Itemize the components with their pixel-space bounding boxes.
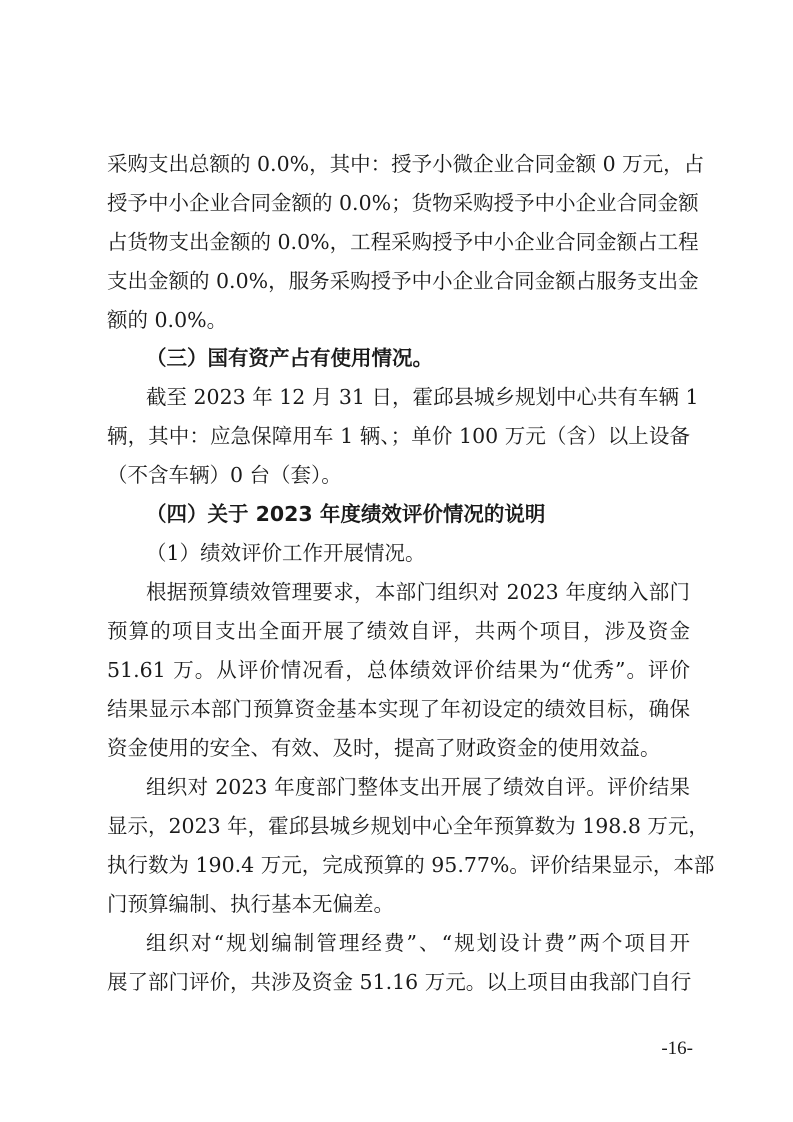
paragraph-line: 辆，其中：应急保障用车 1 辆、；单价 100 万元（含）以上设备 — [107, 424, 690, 448]
paragraph-line: 结果显示本部门预算资金基本实现了年初设定的绩效目标，确保 — [107, 697, 690, 721]
paragraph-line: 根据预算绩效管理要求，本部门组织对 2023 年度纳入部门 — [146, 580, 690, 604]
paragraph-line: 采购支出总额的 0.0%，其中：授予小微企业合同金额 0 万元，占 — [107, 152, 705, 176]
paragraph-line: 截至 2023 年 12 月 31 日，霍邱县城乡规划中心共有车辆 1 — [146, 385, 699, 409]
paragraph-line: 组织对“规划编制管理经费”、“规划设计费”两个项目开 — [146, 931, 690, 955]
page-number: -16- — [661, 1038, 693, 1059]
paragraph-line: 支出金额的 0.0%，服务采购授予中小企业合同金额占服务支出金 — [107, 269, 699, 293]
paragraph-line: 展了部门评价，共涉及资金 51.16 万元。以上项目由我部门自行 — [107, 970, 692, 994]
paragraph-line: 组织对 2023 年度部门整体支出开展了绩效自评。评价结果 — [146, 775, 690, 799]
section-heading: （四）关于 2023 年度绩效评价情况的说明 — [146, 502, 546, 526]
paragraph-line: 授予中小企业合同金额的 0.0%；货物采购授予中小企业合同金额 — [107, 191, 699, 215]
section-heading: （三）国有资产占有使用情况。 — [146, 346, 433, 370]
paragraph-line: 占货物支出金额的 0.0%，工程采购授予中小企业合同金额占工程 — [107, 230, 699, 254]
paragraph-line: 执行数为 190.4 万元，完成预算的 95.77%。评价结果显示，本部 — [107, 853, 715, 877]
paragraph-line: 51.61 万。从评价情况看，总体绩效评价结果为“优秀”。评价 — [107, 658, 690, 682]
paragraph-line: 资金使用的安全、有效、及时，提高了财政资金的使用效益。 — [107, 736, 661, 760]
paragraph-line: 额的 0.0%。 — [107, 308, 228, 332]
paragraph-line: 预算的项目支出全面开展了绩效自评，共两个项目，涉及资金 — [107, 619, 690, 643]
paragraph-line: （不含车辆）0 台（套）。 — [107, 463, 342, 487]
paragraph-line: 显示，2023 年，霍邱县城乡规划中心全年预算数为 198.8 万元， — [107, 814, 709, 838]
paragraph-line: 门预算编制、执行基本无偏差。 — [107, 892, 394, 916]
subsection-heading: （1）绩效评价工作开展情况。 — [146, 541, 426, 565]
